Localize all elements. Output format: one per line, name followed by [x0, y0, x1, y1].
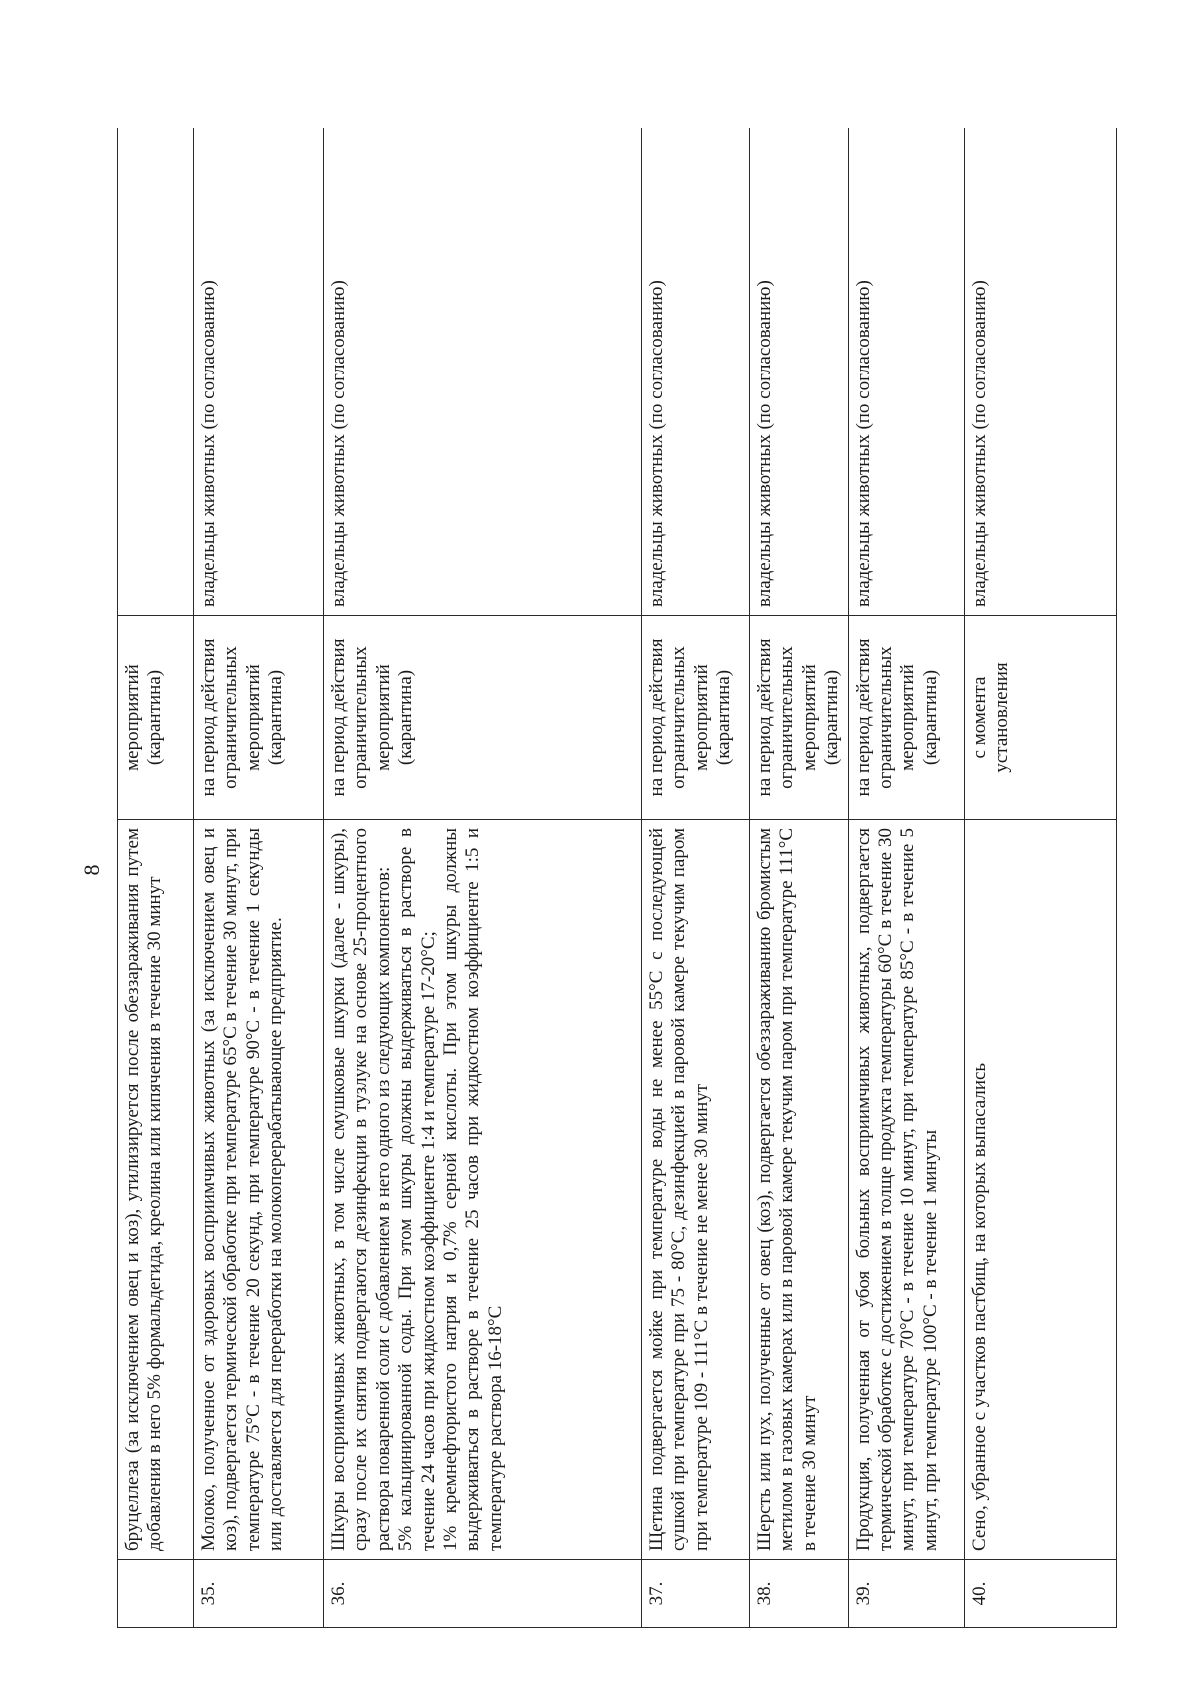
- row-number: [118, 1560, 194, 1628]
- table-rotation-wrapper: [117, 128, 1117, 1628]
- description-paragraph: Продукция, полученная от убоя больных восприимчивых животных, подвергается термической обработке с достижением в толще продукта температуры 60°С в течение 30 минут, при температуре 70°С - в течение 10 минут, при температуре 85°С - в течение 5 минут, при температуре 100°С - в течение 1 минуты: [852, 828, 941, 1551]
- measure-description: [324, 820, 642, 1560]
- measure-responsible: [118, 128, 194, 616]
- measure-responsible: владельцы животных (по согласованию): [848, 128, 964, 616]
- table-row: [848, 128, 964, 1628]
- description-paragraph: Шерсть или пух, полученные от овец (коз), подвергается обеззараживанию бромистым метилом в газовых камерах или в паровой камере текучим паром при температуре 111°С в течение 30 минут: [754, 828, 820, 1551]
- measure-responsible: владельцы животных (по согласованию): [642, 128, 750, 616]
- measure-period: с момента установления: [964, 616, 1116, 820]
- measure-period: мероприятий (карантина): [118, 616, 194, 820]
- measure-period: на период действия ограничительных мероприятий (карантина): [642, 616, 750, 820]
- measures-table-body: [118, 128, 1117, 1628]
- measure-responsible: владельцы животных (по согласованию): [324, 128, 642, 616]
- measure-period: на период действия ограничительных мероприятий (карантина): [750, 616, 849, 820]
- row-number: 37.: [642, 1560, 750, 1628]
- description-paragraph: Шкуры восприимчивых животных, в том числе смушковые шкурки (далее - шкуры), сразу после их снятия подвергаются дезинфекции в тузлуке на основе 25-процентного раствора поваренной соли с добавлением в него одного из следующих компонентов:: [328, 828, 394, 1551]
- page-number: 8: [79, 864, 104, 876]
- measure-period: на период действия ограничительных мероприятий (карантина): [194, 616, 324, 820]
- table-row: [194, 128, 324, 1628]
- description-paragraph: Щетина подвергается мойке при температуре воды не менее 55°С с последующей сушкой при температуре при 75 - 80°С, дезинфекцией в паровой камере текучим паром при температуре 109 - 111°С в течение не менее 30 минут: [646, 828, 712, 1551]
- measure-responsible: владельцы животных (по согласованию): [194, 128, 324, 616]
- table-row: [118, 128, 194, 1628]
- measure-description: [118, 820, 194, 1560]
- description-paragraph: 5% кальцинированной соды. При этом шкуры должны выдерживаться в растворе в течение 24 часов при жидкостном коэффициенте 1:4 и температуре 17-20°С;: [395, 828, 439, 1551]
- table-row: [324, 128, 642, 1628]
- measure-description: [848, 820, 964, 1560]
- measure-period: на период действия ограничительных мероприятий (карантина): [848, 616, 964, 820]
- measure-description: [964, 820, 1116, 1560]
- row-number: 39.: [848, 1560, 964, 1628]
- measure-description: [194, 820, 324, 1560]
- description-paragraph: Сено, убранное с участков пастбищ, на которых выпасались: [968, 1062, 990, 1551]
- measures-table: [117, 128, 1117, 1628]
- table-row: [750, 128, 849, 1628]
- description-paragraph: Молоко, полученное от здоровых восприимчивых животных (за исключением овец и коз), подвергается термической обработке при температуре 65°С в течение 30 минут, при температуре 75°С - в течение 20 секунд, при температуре 90°С - в течение 1 секунды или доставляется для переработки на молокоперерабатывающее предприятие.: [198, 828, 287, 1551]
- row-number: 40.: [964, 1560, 1116, 1628]
- row-number: 35.: [194, 1560, 324, 1628]
- row-number: 38.: [750, 1560, 849, 1628]
- table-viewport: [117, 128, 1117, 1628]
- table-row: [642, 128, 750, 1628]
- measure-responsible: владельцы животных (по согласованию): [964, 128, 1116, 616]
- measure-period: на период действия ограничительных мероприятий (карантина): [324, 616, 642, 820]
- row-number: 36.: [324, 1560, 642, 1628]
- description-paragraph: 1% кремнефтористого натрия и 0,7% серной кислоты. При этом шкуры должны выдерживаться в растворе в течение 25 часов при жидкостном коэффициенте 1:5 и температуре раствора 16-18°С: [440, 828, 506, 1551]
- description-paragraph: бруцеллеза (за исключением овец и коз), утилизируется после обеззараживания путем добавления в него 5% формальдегида, креолина или кипячения в течение 30 минут: [122, 828, 166, 1551]
- measure-description: [750, 820, 849, 1560]
- measure-description: [642, 820, 750, 1560]
- table-row: [964, 128, 1116, 1628]
- measure-responsible: владельцы животных (по согласованию): [750, 128, 849, 616]
